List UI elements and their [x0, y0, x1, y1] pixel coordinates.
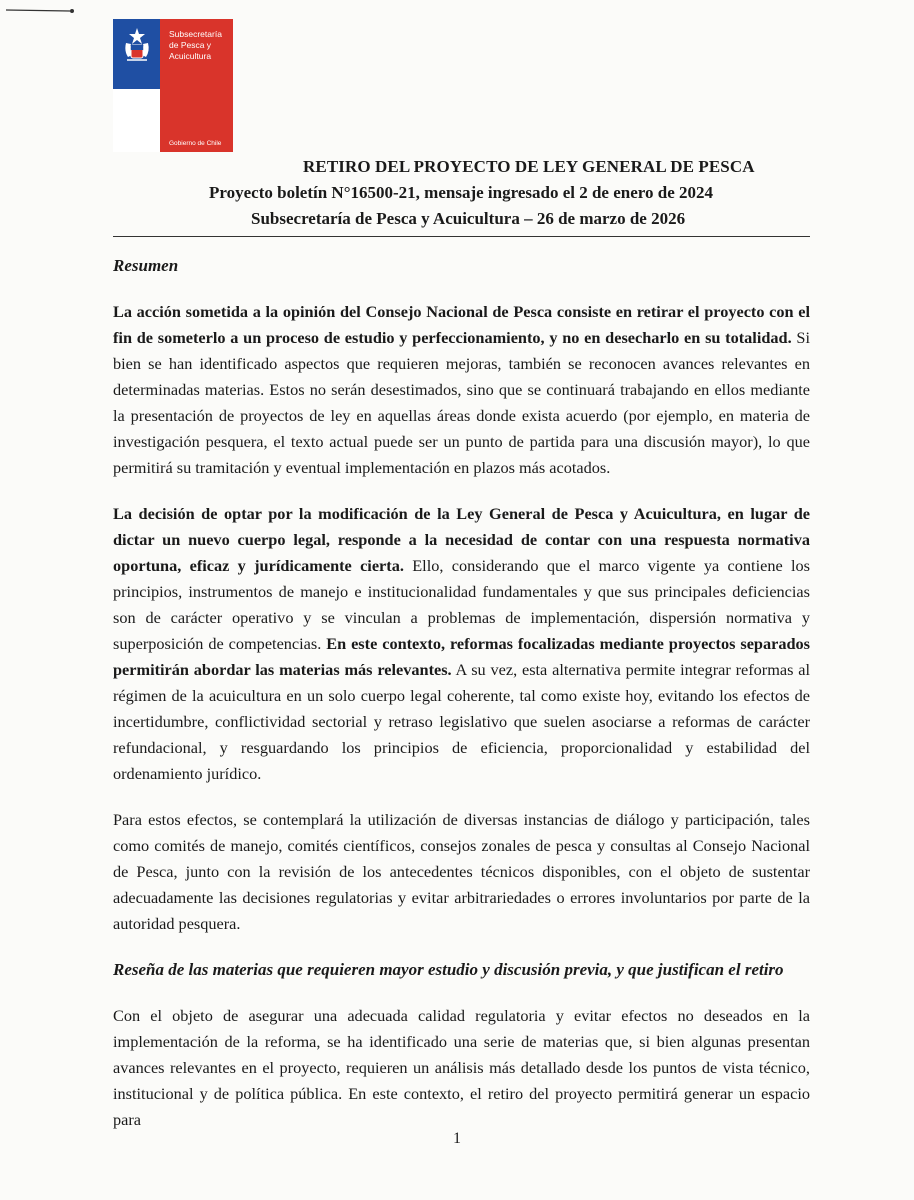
review-paragraph-1: Con el objeto de asegurar una adecuada calidad regulatoria y evitar efectos no deseados en la implementación de la reforma, se ha identificado una serie de materias que, si bien algunas presentan avances relevantes en el proyecto, requieren un análisis más detallado desde los puntos de vista técnico, institucional y de política pública. En este contexto, el retiro del proyecto permitirá generar un espacio para: [113, 1006, 810, 1129]
header-divider: [113, 236, 810, 237]
document-subtitle-date: Subsecretaría de Pesca y Acuicultura – 26 de marzo de 2026: [251, 209, 686, 228]
logo-organization-name: Subsecretaría de Pesca y Acuicultura: [169, 29, 222, 61]
page-number: 1: [453, 1130, 461, 1147]
summary-heading: Resumen: [113, 256, 179, 275]
summary-paragraph-3: Para estos efectos, se contemplará la utilización de diversas instancias de diálogo y participación, tales como comités de manejo, comités científicos, consejos zonales de pesca y consultas al Consejo Nacional de Pesca, junto con la revisión de los antecedentes técnicos disponibles, con el objeto de sustentar adecuadamente las decisiones regulatorias y evitar arbitrariedades o errores involuntarios por parte de la autoridad pesquera.: [113, 810, 810, 933]
review-heading: Reseña de las materias que requieren mayor estudio y discusión previa, y que justifican el retiro: [113, 960, 784, 979]
logo-government-label: Gobierno de Chile: [169, 140, 222, 147]
coat-of-arms-icon: [118, 25, 156, 65]
document-title: RETIRO DEL PROYECTO DE LEY GENERAL DE PESCA: [303, 157, 755, 176]
document-subtitle-bill: Proyecto boletín N°16500-21, mensaje ingresado el 2 de enero de 2024: [209, 183, 713, 202]
summary-paragraph-1: La acción sometida a la opinión del Consejo Nacional de Pesca consiste en retirar el proyecto con el fin de someterlo a un proceso de estudio y perfeccionamiento, y no en desecharlo en su totalidad. Si bien se han identificado aspectos que requieren mejoras, también se reconocen avances relevantes en determinadas materias. Estos no serán desestimados, sino que se continuará trabajando en ellos mediante la presentación de proyectos de ley en aquellas áreas donde exista acuerdo (por ejemplo, en materia de investigación pesquera, el texto actual puede ser un punto de partida para una discusión mayor), lo que permitirá su tramitación y eventual implementación en plazos más acotados.: [113, 302, 810, 477]
document-header: [113, 156, 810, 230]
summary-paragraph-2: La decisión de optar por la modificación de la Ley General de Pesca y Acuicultura, en lugar de dictar un nuevo cuerpo legal, responde a la necesidad de contar con una respuesta normativa oportuna, eficaz y jurídicamente cierta. Ello, considerando que el marco vigente ya contiene los principios, instrumentos de manejo e institucionalidad fundamentales y que sus principales deficiencias son de carácter operativo y se vinculan a problemas de implementación, dispersión normativa y superposición de competencias. En este contexto, reformas focalizadas mediante proyectos separados permitirán abordar las materias más relevantes. A su vez, esta alternativa permite integrar reformas al régimen de la acuicultura en un solo cuerpo legal coherente, tal como existe hoy, evitando los efectos de incertidumbre, conflictividad sectorial y retraso legislativo que suelen asociarse a reformas de carácter refundacional, y resguardando los principios de eficiencia, proporcionalidad y estabilidad del ordenamiento jurídico.: [113, 504, 811, 783]
document-body: [113, 253, 810, 1153]
pen-mark-decoration: [4, 5, 76, 15]
government-logo: [113, 19, 233, 152]
